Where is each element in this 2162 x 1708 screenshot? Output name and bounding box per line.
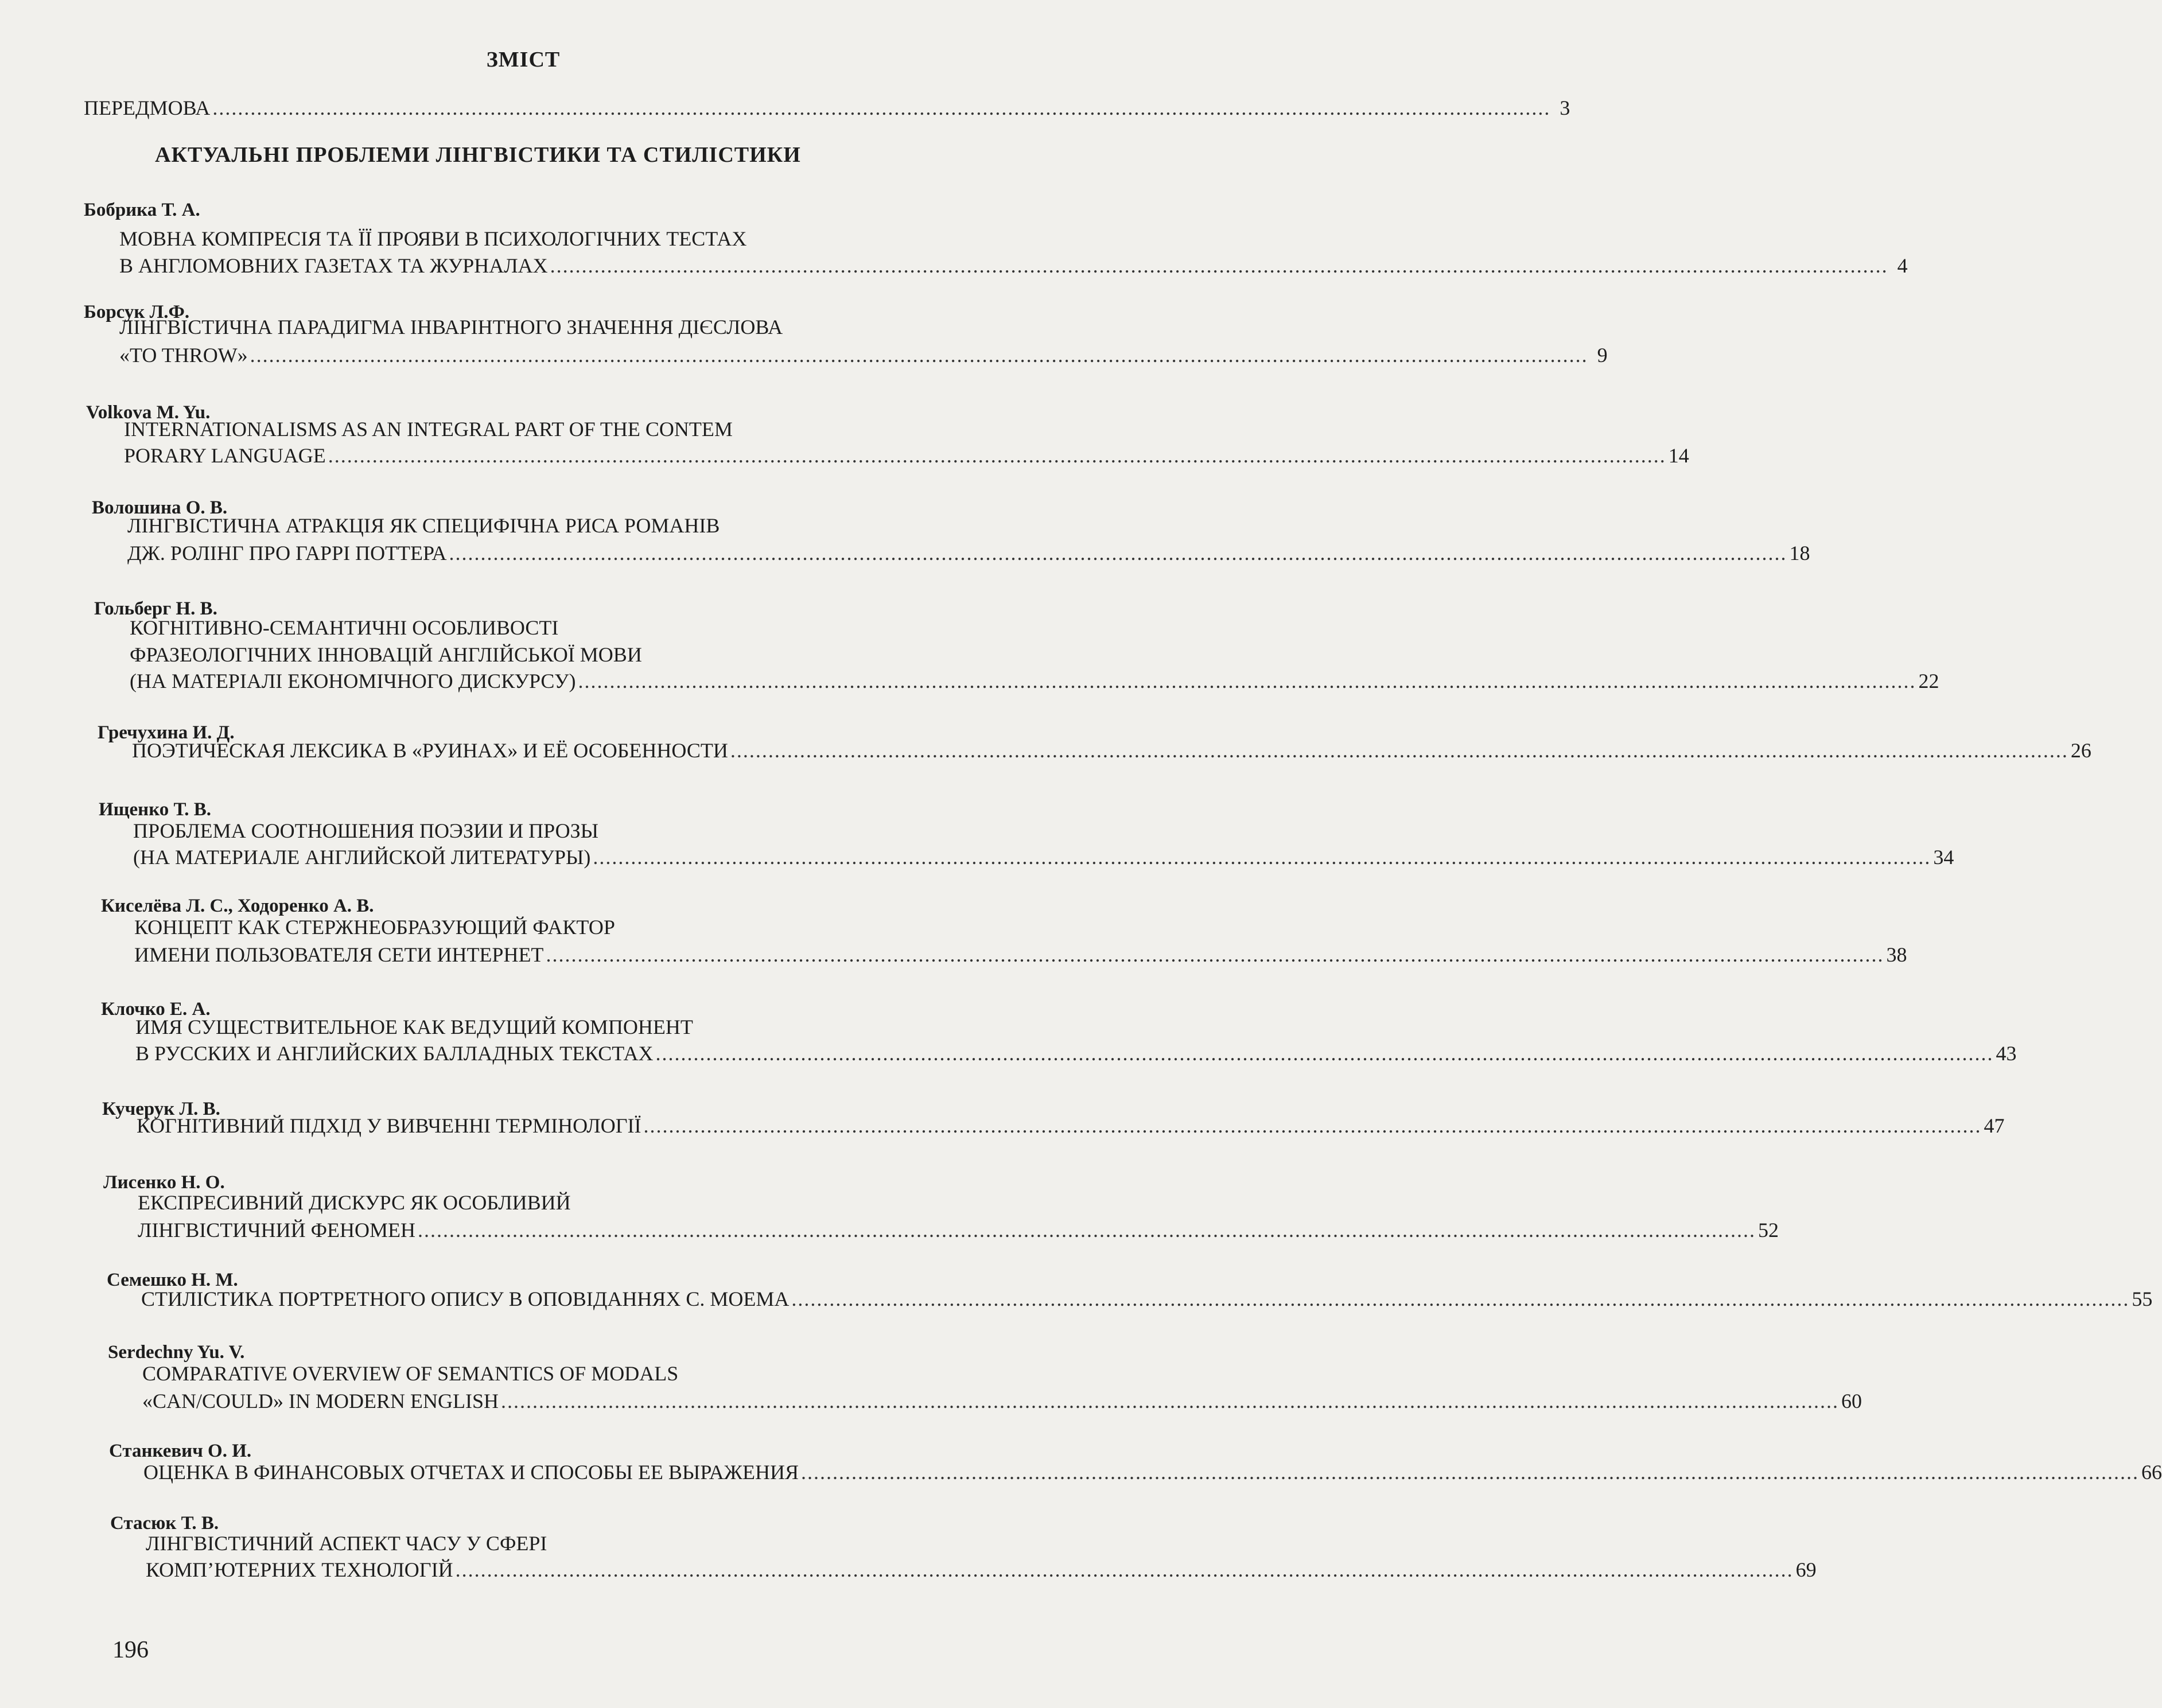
- toc-entry-title-last: PORARY LANGUAGE .................................................................................................................................................................................................................... 14: [124, 442, 983, 469]
- toc-entry-title-last: СТИЛІСТИКА ПОРТРЕТНОГО ОПИСУ В ОПОВІДАННЯХ С. МОЕМА .................................................................................................................................................................................................................... 55: [141, 1285, 994, 1313]
- toc-entry-page: 69: [1795, 1558, 1817, 1581]
- toc-entry-author: Семешко Н. М.: [107, 1270, 238, 1290]
- toc-entry-title-last: (НА МАТЕРІАЛІ ЕКОНОМІЧНОГО ДИСКУРСУ) .................................................................................................................................................................................................................... 22: [130, 667, 987, 695]
- toc-entry-title-last: «CAN/COULD» IN MODERN ENGLISH .................................................................................................................................................................................................................... 60: [142, 1387, 995, 1415]
- toc-entry-page: 66: [2141, 1461, 2162, 1484]
- toc-entry-title: ИМЯ СУЩЕСТВИТЕЛЬНОЕ КАК ВЕДУЩИЙ КОМПОНЕНТ: [135, 1016, 693, 1038]
- toc-entry-page: 9: [1597, 344, 1608, 367]
- toc-preface: [84, 94, 1570, 122]
- preface-page: 3: [1560, 96, 1570, 119]
- toc-entry-page: 26: [2070, 739, 2091, 762]
- toc-entry-title-last: В РУССКИХ И АНГЛИЙСКИХ БАЛЛАДНЫХ ТЕКСТАХ .................................................................................................................................................................................................................... 43: [135, 1040, 991, 1067]
- toc-entry-title: ЛІНГВІСТИЧНА АТРАКЦІЯ ЯК СПЕЦИФІЧНА РИСА РОМАНІВ: [127, 514, 720, 537]
- toc-entry-title: INTERNATIONALISMS AS AN INTEGRAL PART OF THE CONTEM: [124, 418, 733, 441]
- dot-leader: ....................................................................................................................................................................................................................: [449, 542, 1787, 565]
- toc-entry-author: Клочко Е. А.: [101, 999, 211, 1020]
- toc-entry-author: Волошина О. В.: [92, 497, 228, 518]
- page-title: ЗМІСТ: [486, 48, 561, 72]
- toc-entry-author: Гольберг Н. В.: [94, 598, 217, 619]
- dot-leader: ....................................................................................................................................................................................................................: [655, 1042, 1994, 1065]
- toc-entry-author: Serdechny Yu. V.: [108, 1342, 245, 1363]
- toc-entry-author: Бобрика Т. А.: [84, 200, 200, 220]
- toc-entry-page: 60: [1841, 1390, 1862, 1413]
- toc-entry-page: 52: [1758, 1219, 1779, 1242]
- toc-entry-title: КОГНІТИВНО-СЕМАНТИЧНІ ОСОБЛИВОСТІ: [130, 616, 559, 639]
- toc-entry-author: Станкевич О. И.: [109, 1441, 252, 1461]
- toc-entry-title: ФРАЗЕОЛОГІЧНИХ ІННОВАЦІЙ АНГЛІЙСЬКОЇ МОВИ: [130, 643, 642, 666]
- toc-entry-title-last: КОМП’ЮТЕРНИХ ТЕХНОЛОГІЙ .................................................................................................................................................................................................................... 69: [146, 1556, 997, 1584]
- dot-leader: ....................................................................................................................................................................................................................: [578, 670, 1916, 692]
- toc-entry-page: 55: [2132, 1287, 2153, 1310]
- toc-entry-title-last: ЛІНГВІСТИЧНИЙ ФЕНОМЕН .................................................................................................................................................................................................................... 52: [138, 1216, 993, 1244]
- toc-entry-title: ПРОБЛЕМА СООТНОШЕНИЯ ПОЭЗИИ И ПРОЗЫ: [133, 819, 599, 842]
- dot-leader: ....................................................................................................................................................................................................................: [546, 943, 1884, 966]
- toc-entry-title: МОВНА КОМПРЕСІЯ ТА ЇЇ ПРОЯВИ В ПСИХОЛОГІЧНИХ ТЕСТАХ: [119, 227, 747, 250]
- toc-entry-page: 38: [1886, 943, 1907, 966]
- dot-leader: ....................................................................................................................................................................................................................: [550, 254, 1888, 277]
- toc-entry-title: ЛІНГВІСТИЧНИЙ АСПЕКТ ЧАСУ У СФЕРІ: [146, 1532, 547, 1555]
- toc-entry-page: 14: [1668, 444, 1689, 467]
- dot-leader: ....................................................................................................................................................................................................................: [791, 1287, 2130, 1310]
- toc-entry-author: Гречухина И. Д.: [98, 722, 235, 743]
- toc-entry-page: 43: [1996, 1042, 2017, 1065]
- toc-entry-page: 4: [1897, 254, 1908, 277]
- dot-leader: ....................................................................................................................................................................................................................: [328, 444, 1666, 467]
- dot-leader: ....................................................................................................................................................................................................................: [455, 1558, 1794, 1581]
- toc-entry-title: ЕКСПРЕСИВНИЙ ДИСКУРС ЯК ОСОБЛИВИЙ: [138, 1191, 571, 1214]
- preface-label: ПЕРЕДМОВА: [84, 96, 211, 119]
- toc-entry-title-last: «TO THROW» .................................................................................................................................................................................................................... 9: [119, 341, 979, 369]
- toc-entry-title-last: ИМЕНИ ПОЛЬЗОВАТЕЛЯ СЕТИ ИНТЕРНЕТ .................................................................................................................................................................................................................... 38: [134, 941, 990, 968]
- toc-entry-page: 47: [1984, 1114, 2005, 1137]
- toc-entry-author: Volkova M. Yu.: [86, 402, 211, 423]
- dot-leader: ....................................................................................................................................................................................................................: [801, 1461, 2139, 1484]
- toc-entry-page: 18: [1789, 542, 1810, 565]
- toc-entry-title: ЛІНГВІСТИЧНА ПАРАДИГМА ІНВАРІНТНОГО ЗНАЧЕННЯ ДІЄСЛОВА: [119, 316, 783, 339]
- dot-leader: ....................................................................................................................................................................................................................: [212, 96, 1551, 119]
- dot-leader: ....................................................................................................................................................................................................................: [250, 344, 1588, 367]
- dot-leader: ....................................................................................................................................................................................................................: [643, 1114, 1982, 1137]
- toc-entry-page: 22: [1918, 670, 1939, 692]
- page-number: 196: [112, 1637, 149, 1663]
- dot-leader: ....................................................................................................................................................................................................................: [500, 1390, 1839, 1413]
- toc-entry-title: COMPARATIVE OVERVIEW OF SEMANTICS OF MODALS: [142, 1362, 679, 1385]
- toc-entry-title-last: (НА МАТЕРИАЛЕ АНГЛИЙСКОЙ ЛИТЕРАТУРЫ) .................................................................................................................................................................................................................... 34: [133, 843, 989, 871]
- toc-entry-title-last: КОГНІТИВНИЙ ПІДХІД У ВИВЧЕННІ ТЕРМІНОЛОГІЇ .................................................................................................................................................................................................................... 47: [137, 1112, 991, 1139]
- toc-entry-title-last: ОЦЕНКА В ФИНАНСОВЫХ ОТЧЕТАХ И СПОСОБЫ ЕЕ ВЫРАЖЕНИЯ .................................................................................................................................................................................................................... 66: [143, 1458, 996, 1486]
- toc-entry-page: 34: [1933, 846, 1954, 869]
- toc-entry-title-last: В АНГЛОМОВНИХ ГАЗЕТАХ ТА ЖУРНАЛАХ .................................................................................................................................................................................................................... 4: [119, 252, 979, 279]
- dot-leader: ....................................................................................................................................................................................................................: [593, 846, 1931, 869]
- toc-entry-author: Стасюк Т. В.: [110, 1513, 219, 1534]
- dot-leader: ....................................................................................................................................................................................................................: [418, 1219, 1756, 1242]
- toc-entry-author: Борсук Л.Ф.: [84, 302, 190, 322]
- dot-leader: ....................................................................................................................................................................................................................: [730, 739, 2068, 762]
- toc-entry-title-last: ПОЭТИЧЕСКАЯ ЛЕКСИКА В «РУИНАХ» И ЕЁ ОСОБЕННОСТИ .................................................................................................................................................................................................................... 26: [132, 737, 988, 764]
- toc-entry-title: КОНЦЕПТ КАК СТЕРЖНЕОБРАЗУЮЩИЙ ФАКТОР: [134, 916, 615, 939]
- section-heading: АКТУАЛЬНІ ПРОБЛЕМИ ЛІНГВІСТИКИ ТА СТИЛІСТИКИ: [155, 143, 801, 167]
- toc-entry-author: Ищенко Т. В.: [99, 799, 211, 820]
- toc-entry-title-last: ДЖ. РОЛІНГ ПРО ГАРРІ ПОТТЕРА .................................................................................................................................................................................................................... 18: [127, 539, 985, 567]
- toc-entry-author: Киселёва Л. С., Ходоренко А. В.: [101, 896, 374, 916]
- toc-entry-author: Кучерук Л. В.: [102, 1099, 220, 1119]
- toc-entry-author: Лисенко Н. О.: [103, 1172, 225, 1193]
